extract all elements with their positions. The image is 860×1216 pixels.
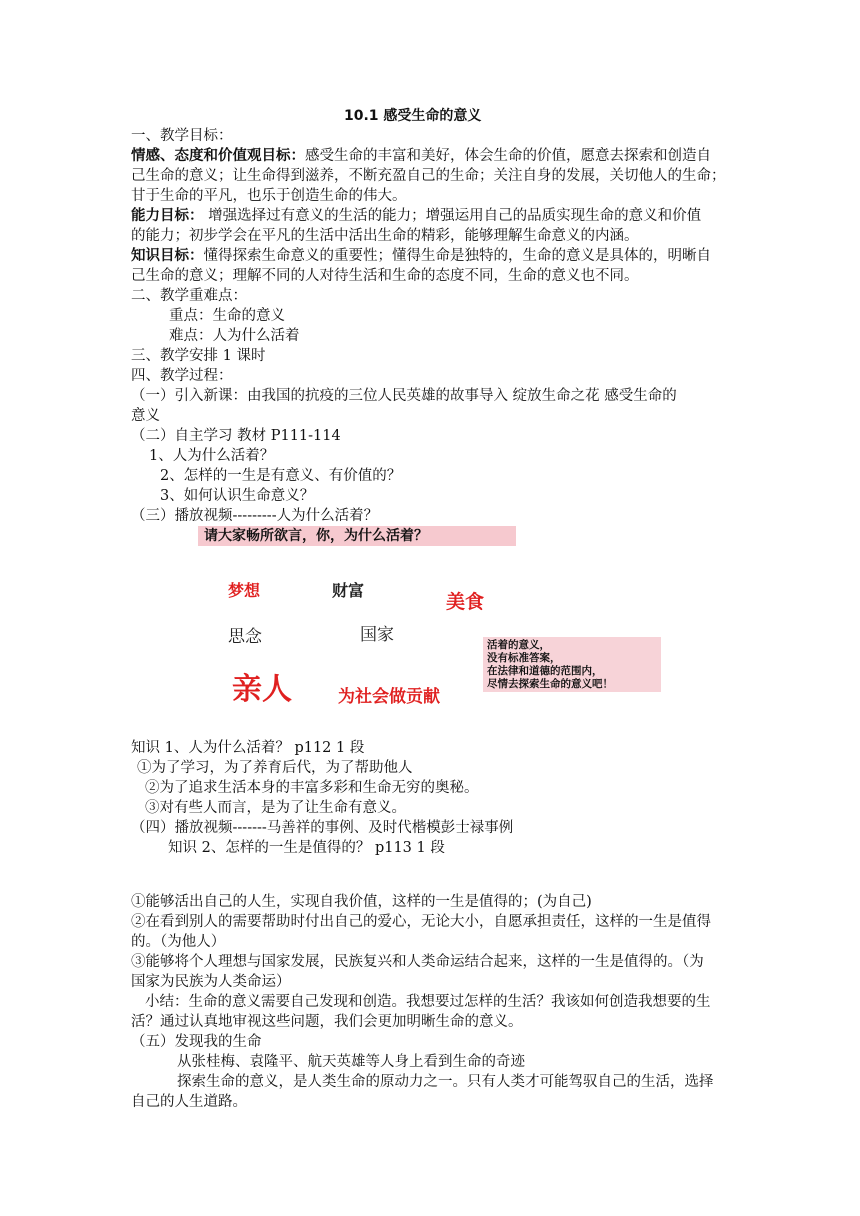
note-line: 尽情去探索生命的意义吧！: [487, 678, 613, 690]
text-run: 懂得探索生命意义的重要性；懂得生命是独特的，生命的意义是具体的，明晰自: [203, 248, 711, 264]
paragraph-line: 己生命的意义；让生命得到滋养，不断充盈自己的生命；关注自身的发展，关切他人的生命；: [131, 168, 726, 184]
word-country: 国家: [360, 625, 394, 645]
figure-banner: 请大家畅所欲言，你，为什么活着？: [198, 526, 516, 546]
paragraph-line: （四）播放视频-------马善祥的事例、及时代楷模彭士禄事例: [131, 820, 514, 836]
paragraph-line: 探索生命的意义，是人类生命的原动力之一。只有人类才可能驾驭自己的生活，选择: [177, 1074, 714, 1090]
label-bold: 情感、态度和价值观目标：: [131, 147, 305, 164]
paragraph-line: [131, 246, 711, 266]
section-heading: 三、教学安排 1 课时: [131, 348, 266, 364]
paragraph-line: 的。（为他人）: [131, 934, 226, 950]
paragraph-line: 自己的人生道路。: [131, 1094, 247, 1110]
paragraph-line: 小结：生命的意义需要自己发现和创造。我想要过怎样的生活？我该如何创造我想要的生: [145, 994, 711, 1010]
paragraph-line: ③能够将个人理想与国家发展，民族复兴和人类命运结合起来，这样的一生是值得的。（为: [131, 954, 704, 970]
word-dream: 梦想: [228, 581, 261, 600]
note-line: 在法律和道德的范围内，: [487, 665, 603, 677]
section-heading: （五）发现我的生命: [131, 1034, 262, 1050]
paragraph-line: 难点：人为什么活着: [169, 328, 300, 344]
list-item: ②为了追求生活本身的丰富多彩和生命无穷的奥秘。: [145, 780, 479, 796]
word-family: 亲人: [232, 672, 292, 707]
section-heading: 一、教学目标：: [131, 128, 233, 144]
paragraph-line: ①能够活出自己的人生，实现自我价值，这样的一生是值得的；(为自己): [131, 894, 592, 910]
list-item: 3、如何认识生命意义？: [160, 488, 315, 504]
note-line: 没有标准答案，: [487, 652, 561, 664]
paragraph-line: ②在看到别人的需要帮助时付出自己的爱心，无论大小，自愿承担责任，这样的一生是值得: [131, 914, 711, 930]
label-bold: 能力目标：: [131, 207, 204, 224]
note-line: 活着的意义，: [487, 639, 550, 651]
word-missing: 思念: [228, 627, 262, 647]
paragraph-line: 活？通过认真地审视这些问题，我们会更加明晰生命的意义。: [131, 1014, 523, 1030]
paragraph-line: 己生命的意义；理解不同的人对待生活和生命的态度不同，生命的意义也不同。: [131, 268, 639, 284]
paragraph-line: 从张桂梅、袁隆平、航天英雄等人身上看到生命的奇迹: [177, 1054, 525, 1070]
paragraph-line: （一）引入新课：由我国的抗疫的三位人民英雄的故事导入 绽放生命之花 感受生命的: [131, 388, 677, 404]
list-item: ①为了学习，为了养育后代，为了帮助他人: [137, 760, 413, 776]
paragraph-line: 重点：生命的意义: [169, 308, 285, 324]
text-run: 增强选择过有意义的生活的能力；增强运用自己的品质实现生命的意义和价值: [203, 208, 702, 224]
label-bold: 知识目标：: [131, 247, 204, 264]
paragraph-line: 国家为民族为人类命运）: [131, 974, 291, 990]
paragraph-line: （二）自主学习 教材 P111-114: [131, 428, 341, 444]
word-food: 美食: [446, 591, 485, 613]
page-title: 10.1 感受生命的意义: [344, 108, 482, 124]
word-contribute: 为社会做贡献: [338, 687, 440, 707]
paragraph-line: 的能力；初步学会在平凡的生活中活出生命的精彩，能够理解生命意义的内涵。: [131, 228, 639, 244]
word-wealth: 财富: [332, 581, 365, 600]
discussion-figure: [196, 524, 666, 714]
list-item: 2、怎样的一生是有意义、有价值的？: [160, 468, 402, 484]
text-run: 感受生命的丰富和美好，体会生命的价值，愿意去探索和创造自: [305, 148, 711, 164]
figure-note: [483, 637, 661, 692]
paragraph-line: [131, 146, 711, 166]
list-item: 1、人为什么活着？: [149, 448, 275, 464]
paragraph-line: 知识 2、怎样的一生是值得的？ p113 1 段: [168, 840, 445, 856]
paragraph-line: [131, 206, 701, 226]
list-item: ③对有些人而言，是为了让生命有意义。: [145, 800, 406, 816]
section-heading: 四、教学过程：: [131, 368, 233, 384]
paragraph-line: 甘于生命的平凡，也乐于创造生命的伟大。: [131, 188, 407, 204]
paragraph-line: （三）播放视频---------人为什么活着？: [131, 508, 379, 524]
paragraph-line: 知识 1、人为什么活着？ p112 1 段: [131, 740, 365, 756]
section-heading: 二、教学重难点：: [131, 288, 247, 304]
paragraph-line: 意义: [131, 408, 160, 424]
